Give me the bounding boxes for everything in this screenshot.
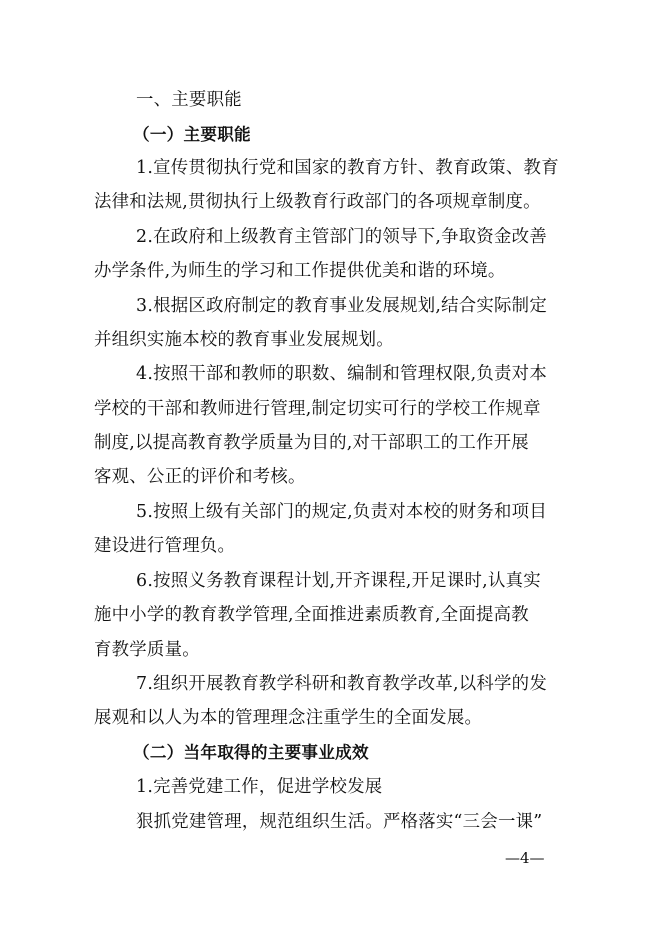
paragraph-6-line-3: 育教学质量。 [94,640,200,660]
paragraph-4-line-3: 制度,以提高教育教学质量为目的,对干部职工的工作开展 [94,433,529,453]
page-number: —4— [505,849,545,867]
paragraph-4-line-4: 客观、公正的评价和考核。 [94,467,306,487]
paragraph-6-line-1: 6.按照义务教育课程计划,开齐课程,开足课时,认真实 [136,571,541,591]
achievement-item-1-text: 狠抓党建管理，规范组织生活。严格落实“三会一课” [136,812,543,832]
paragraph-5-line-1: 5.按照上级有关部门的规定,负责对本校的财务和项目 [136,502,547,522]
paragraph-4-line-1: 4.按照干部和教师的职数、编制和管理权限,负责对本 [136,364,547,384]
paragraph-5-line-2: 建设进行管理负。 [94,536,236,556]
paragraph-3-line-2: 并组织实施本校的教育事业发展规划。 [94,330,394,350]
paragraph-7-line-1: 7.组织开展教育教学科研和教育教学改革,以科学的发 [136,674,547,694]
paragraph-6-line-2: 施中小学的教育教学管理,全面推进素质教育,全面提高教 [94,605,529,625]
achievement-item-1-title: 1.完善党建工作，促进学校发展 [136,777,383,797]
subsection-heading-main-functions: （一）主要职能 [133,125,251,144]
section-heading: 一、主要职能 [136,90,242,110]
paragraph-7-line-2: 展观和以人为本的管理理念注重学生的全面发展。 [94,708,483,728]
paragraph-3-line-1: 3.根据区政府制定的教育事业发展规划,结合实际制定 [136,296,547,316]
paragraph-4-line-2: 学校的干部和教师进行管理,制定切实可行的学校工作规章 [94,399,541,419]
subsection-heading-achievements: （二）当年取得的主要事业成效 [133,743,369,762]
paragraph-1-line-1: 1.宣传贯彻执行党和国家的教育方针、教育政策、教育 [136,158,559,178]
paragraph-2-line-2: 办学条件,为师生的学习和工作提供优美和谐的环境。 [94,261,506,281]
paragraph-1-line-2: 法律和法规,贯彻执行上级教育行政部门的各项规章制度。 [94,192,541,212]
paragraph-2-line-1: 2.在政府和上级教育主管部门的领导下,争取资金改善 [136,227,547,247]
